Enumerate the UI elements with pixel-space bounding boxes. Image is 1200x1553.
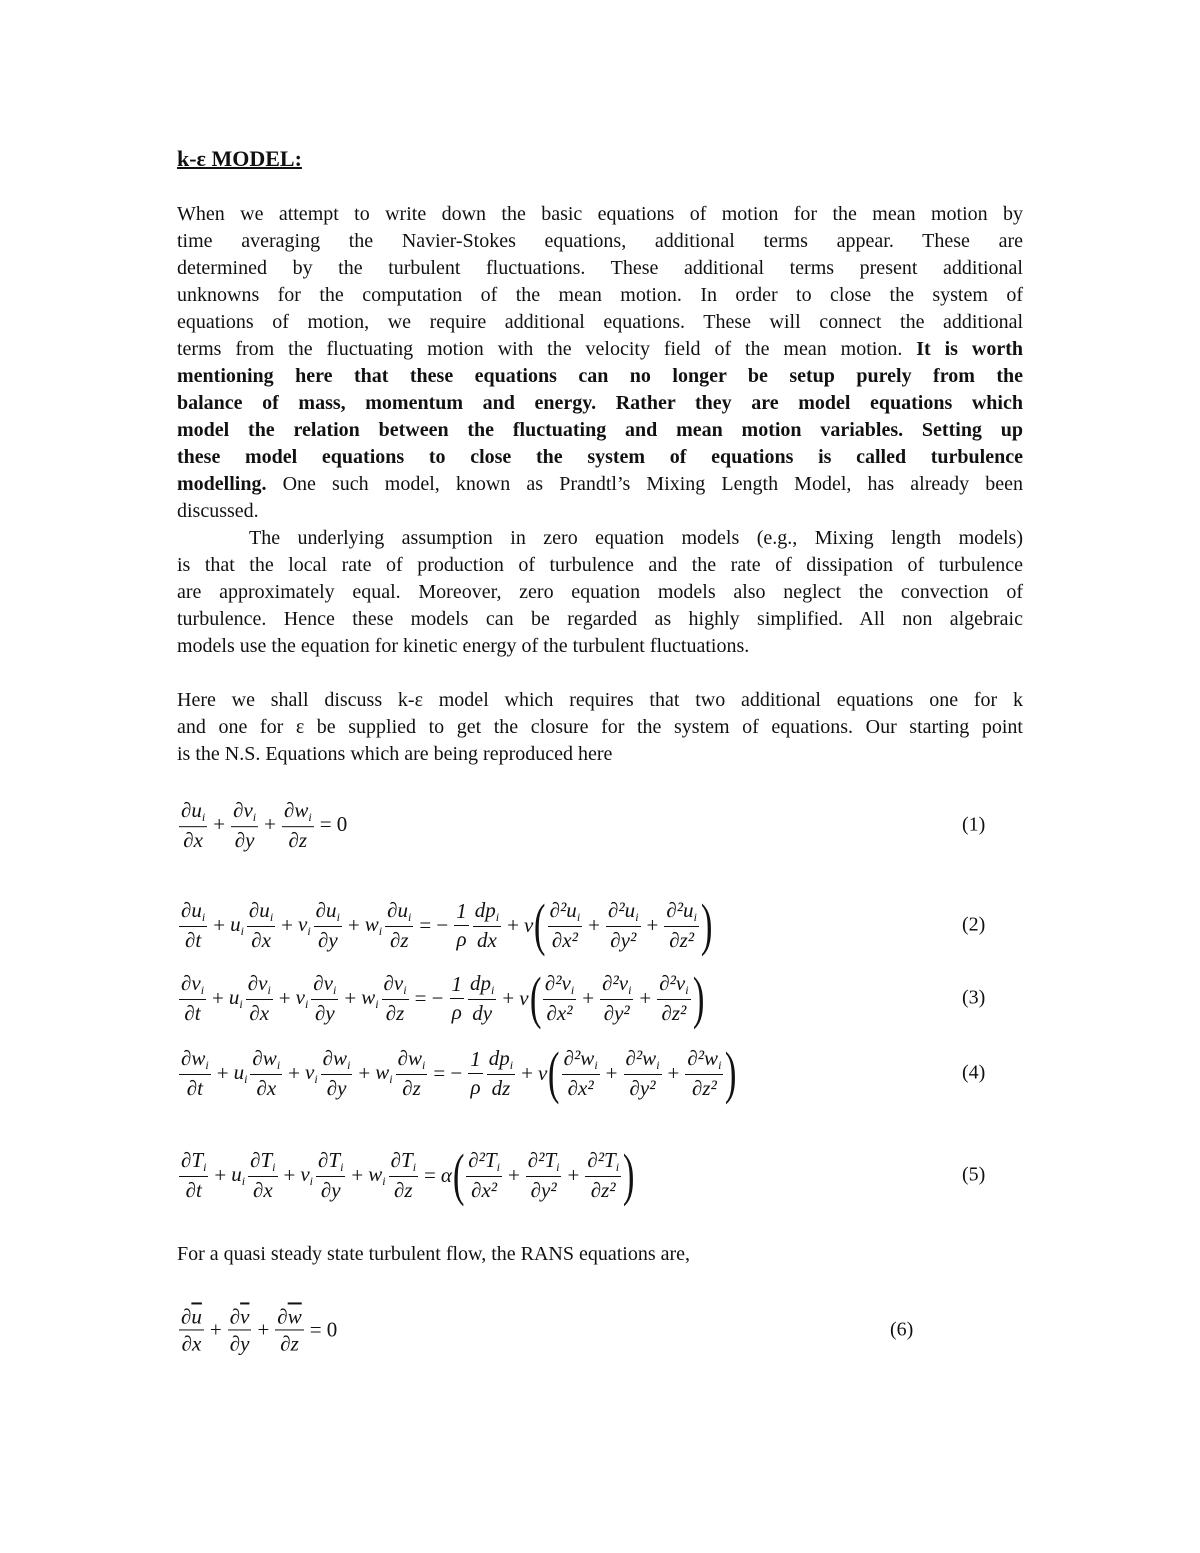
fraction [385,899,413,951]
text-span: unknowns for the computation of the mean motion. In order to close the system of [177,284,1023,306]
numerator: $\partial T_i$ [179,1149,208,1177]
numerator: 1 [468,1048,483,1073]
numerator: $\partial v_i$ [179,972,206,1000]
subscript: i [693,910,697,925]
subscript: i [615,1160,620,1175]
subscript: i [576,910,581,925]
math-operator: + [216,1060,229,1085]
subscript: i [201,910,206,925]
subscript: i [389,1071,393,1086]
numerator: 1 [450,973,465,998]
fraction [179,1305,204,1354]
math-operator: + [281,912,293,937]
fraction [624,1047,662,1099]
fraction [664,899,699,951]
numerator: $\partial^2v_i$ [657,972,690,1000]
denominator: ∂z [389,927,409,952]
rans-intro-text: For a quasi steady state turbulent flow, the RANS equations are, [177,1243,691,1265]
text-line [177,228,1023,255]
math-operator: + [257,1317,270,1342]
math-operator: + [358,1060,371,1085]
denominator: ρ [451,999,462,1024]
overlined-variable: $\overline{u}$ [191,1304,202,1329]
denominator: ∂x² [471,1177,498,1202]
math-variable: ν [537,1060,548,1085]
bold-text: mentioning here that these equations can no longer be setup purely from the [177,365,1023,387]
fraction [179,899,207,951]
paragraph [177,201,1023,525]
bold-text: these model equations to close the system of equations is called turbulence [177,446,1023,468]
fraction [389,1149,418,1201]
text-line [177,309,1023,336]
fraction [606,899,641,951]
numerator: $\partial w_i$ [321,1047,353,1075]
math-variable: $u_i$ [228,984,243,1011]
subscript: i [656,1058,660,1073]
fraction [562,1047,600,1099]
numerator: $\partial^2w_i$ [624,1047,662,1075]
subscript: i [201,810,206,825]
subscript: i [378,923,383,938]
subscript: i [509,1058,514,1073]
fraction [548,899,583,951]
text-line [177,336,1023,363]
numerator: $\partial^2u_i$ [548,899,583,927]
fraction [316,1149,345,1201]
math-paren: ) [692,965,705,1030]
denominator: ∂z [394,1177,413,1202]
math-operator: + [646,912,659,937]
subscript: i [635,910,639,925]
fraction [247,899,275,951]
subscript: i [594,1058,598,1073]
denominator: ∂t [184,1000,201,1025]
subscript: i [272,1160,276,1175]
math-paren: ) [725,1040,737,1105]
math-operator: + [212,985,224,1010]
equation-number: (3) [962,986,986,1009]
numerator: $\partial^2u_i$ [606,899,641,927]
subscript: i [203,1160,207,1175]
text-line [177,390,1023,417]
denominator: ∂x [256,1075,277,1100]
fraction [248,1149,277,1201]
paragraph [177,525,1023,660]
math-operator: + [264,812,276,837]
subscript: i [276,1058,281,1073]
subscript: i [205,1058,209,1073]
denominator: ∂z² [661,1000,687,1025]
subscript: i [408,910,412,925]
fraction [600,972,633,1024]
numerator: $\partial T_i$ [248,1149,277,1177]
fraction [246,972,273,1024]
text-line [177,579,1023,606]
text-span: terms from the fluctuating motion with the velocity field of the mean motion. [177,338,917,360]
subscript: i [412,1160,417,1175]
fraction [228,1305,252,1354]
overlined-variable: $\overline{v}$ [240,1304,250,1329]
subscript: i [403,983,407,998]
denominator: ∂x [183,827,203,852]
subscript: i [347,1058,351,1073]
subscript: i [495,910,500,925]
numerator: $\partial u_i$ [385,899,413,927]
math-operator: + [582,985,595,1010]
fraction [526,1149,562,1201]
math-operator: = 0 [319,812,348,837]
text-span: Here we shall discuss k-ε model which requires that two additional equations one for k [177,689,1023,711]
denominator: ∂y [320,1177,341,1202]
denominator: ∂x² [546,1000,573,1025]
math-variable: $v_i$ [300,1161,314,1188]
subscript: i [336,910,340,925]
fraction [468,972,496,1024]
fraction [250,1047,282,1099]
numerator: $\partial w_i$ [282,799,314,827]
numerator: $\partial^2w_i$ [685,1047,723,1075]
bold-text: It is worth [916,338,1023,360]
numerator: $\partial u_i$ [247,899,275,927]
subscript: i [269,910,274,925]
text-line [177,633,1023,660]
denominator: ∂y [317,927,338,952]
numerator: $\partial^2u_i$ [664,899,699,927]
blank-line [177,660,1023,687]
math-operator: = − [433,1060,463,1085]
math-operator: = 0 [309,1317,338,1342]
text-span: models use the equation for kinetic energy of the turbulent fluctuations. [177,635,750,657]
subscript: i [375,996,379,1011]
subscript: i [252,810,257,825]
denominator: ∂t [185,1177,202,1202]
denominator: ∂x² [551,927,578,952]
fraction [487,1047,515,1099]
math-paren: ( [534,892,546,957]
numerator: $\partial v_i$ [246,972,273,1000]
text-span: When we attempt to write down the basic equations of motion for the mean motion by [177,203,1023,225]
text-span: The underlying assumption in zero equation models (e.g., Mixing length models) [249,527,1023,549]
denominator: ∂z [280,1331,299,1356]
denominator: ∂x [251,927,271,952]
numerator: $\partial^2T_i$ [585,1149,621,1177]
text-span: and one for ε be supplied to get the closure for the system of equations. Our starting point [177,716,1023,738]
text-line [177,714,1023,741]
text-span: equations of motion, we require additional equations. These will connect the additional [177,311,1023,333]
text-line [177,552,1023,579]
numerator: $dp_i$ [473,899,501,927]
math-operator: + [521,1060,533,1085]
fraction [311,972,338,1024]
bold-text: balance of mass, momentum and energy. Rather they are model equations which [177,392,1023,414]
math-operator: + [288,1060,300,1085]
math-paren: ) [622,1142,635,1207]
equation-number: (1) [962,813,986,836]
math-operator: + [278,985,291,1010]
subscript: i [200,983,205,998]
subscript: i [491,983,495,998]
math-variable: $w_i$ [375,1059,393,1086]
denominator: ρ [456,926,467,951]
math-operator: + [209,1317,222,1342]
fraction [685,1047,723,1099]
math-variable: α [440,1162,452,1187]
equation-1 [177,799,351,851]
numerator: $dp_i$ [468,972,496,1000]
subscript: i [556,1160,560,1175]
math-variable: ν [519,985,529,1010]
math-operator: + [283,1162,296,1187]
fraction [466,1149,502,1201]
body-text [177,201,1023,768]
bold-text: modelling. [177,473,267,495]
math-operator: + [213,912,226,937]
fraction [382,972,409,1024]
equation-5 [177,1142,635,1207]
text-line [177,606,1023,633]
denominator: ∂y [326,1075,347,1100]
denominator: dx [477,927,497,952]
fraction [179,1149,208,1201]
equation-number: (4) [962,1061,986,1084]
math-operator: + [502,985,515,1010]
equation-number: (5) [962,1163,986,1186]
math-operator: = [424,1162,436,1187]
numerator: $\partial T_i$ [316,1149,345,1177]
denominator: ∂z² [691,1075,717,1100]
denominator: ∂t [185,927,202,952]
denominator: ∂x [249,1000,270,1025]
text-line [177,471,1023,498]
subscript: i [308,810,312,825]
fraction [179,799,207,851]
numerator: $\partial^2T_i$ [466,1149,502,1177]
fraction [454,900,469,949]
subscript: i [307,923,311,938]
math-operator: + [344,985,357,1010]
numerator: $\partial u_i$ [314,899,342,927]
fraction [282,799,314,851]
denominator: ρ [470,1074,481,1099]
math-operator: + [567,1162,580,1187]
equation-number: (2) [962,913,986,936]
text-span: is that the local rate of production of turbulence and the rate of dissipation of turbulence [177,554,1023,576]
math-operator: + [351,1162,364,1187]
denominator: ∂y [314,1000,335,1025]
numerator: $\partial^2w_i$ [562,1047,600,1075]
equation-number: (6) [890,1318,914,1341]
fraction [396,1047,428,1099]
numerator: 1 [454,900,469,925]
text-line [177,525,1023,552]
equation-4 [177,1040,737,1105]
denominator: ∂z [385,1000,405,1025]
subscript: i [244,1071,248,1086]
text-line [177,282,1023,309]
numerator: $\partial w_i$ [179,1047,211,1075]
fraction [275,1305,303,1354]
math-operator: + [639,985,652,1010]
text-span: determined by the turbulent fluctuations. These additional terms present additional [177,257,1023,279]
text-span: turbulence. Hence these models can be regarded as highly simplified. All non algebraic [177,608,1023,630]
math-operator: + [588,912,600,937]
bold-text: model the relation between the fluctuating and mean motion variables. Setting up [177,419,1023,441]
subscript: i [685,983,689,998]
text-span: discussed. [177,500,259,522]
subscript: i [314,1071,318,1086]
text-span: is the N.S. Equations which are being reproduced here [177,743,613,765]
fraction [179,1047,211,1099]
subscript: i [340,1160,344,1175]
numerator: $\partial T_i$ [389,1149,418,1177]
math-variable: $w_i$ [361,984,379,1011]
numerator: $\partial v_i$ [311,972,338,1000]
denominator: ∂z [288,827,308,852]
numerator: $\partial^2v_i$ [543,972,576,1000]
denominator: ∂y² [530,1177,557,1202]
fraction [450,973,465,1022]
math-paren: ( [548,1040,560,1105]
math-paren: ( [529,965,542,1030]
equation-6 [177,1305,341,1354]
denominator: ∂y [234,827,255,852]
denominator: ∂z² [590,1177,616,1202]
subscript: i [333,983,337,998]
math-operator: + [213,812,226,837]
text-line [177,255,1023,282]
math-operator: + [347,912,360,937]
denominator: ∂x² [567,1075,594,1100]
math-operator: + [507,1162,520,1187]
text-span: are approximately equal. Moreover, zero equation models also neglect the convection of [177,581,1023,603]
math-operator: = − [414,985,444,1010]
subscript: i [241,1173,246,1188]
math-variable: $v_i$ [305,1059,318,1086]
math-variable: $v_i$ [295,984,309,1011]
denominator: ∂y [229,1331,250,1356]
fraction [321,1047,353,1099]
fraction [585,1149,621,1201]
numerator: $\partial\overline{v}$ [228,1305,252,1330]
math-operator: + [214,1162,227,1187]
subscript: i [267,983,271,998]
fraction [657,972,690,1024]
math-paren: ) [700,892,713,957]
math-operator: + [667,1060,680,1085]
math-variable: $u_i$ [230,911,244,938]
numerator: $\partial\overline{w}$ [275,1305,303,1330]
text-line [177,417,1023,444]
text-span: One such model, known as Prandtl’s Mixing Length Model, has already been [266,473,1023,495]
fraction [473,899,501,951]
denominator: dz [491,1075,511,1100]
subscript: i [304,996,309,1011]
denominator: ∂x [181,1331,202,1356]
denominator: ∂x [252,1177,273,1202]
denominator: ∂y² [610,927,637,952]
math-operator: + [605,1060,618,1085]
denominator: ∂y² [603,1000,630,1025]
math-operator: = − [419,912,449,937]
math-variable: $u_i$ [233,1059,248,1086]
section-title: k-ε MODEL: [177,146,302,171]
fraction [468,1048,483,1097]
text-span: time averaging the Navier-Stokes equations, additional terms appear. These are [177,230,1023,252]
numerator: $\partial^2v_i$ [600,972,633,1000]
text-line [177,201,1023,228]
math-operator: + [507,912,519,937]
numerator: $\partial u_i$ [179,899,207,927]
math-variable: $u_i$ [231,1161,246,1188]
text-line [177,687,1023,714]
math-variable: $w_i$ [368,1161,386,1188]
numerator: $\partial w_i$ [250,1047,282,1075]
denominator: ∂z [402,1075,421,1100]
equation-3 [177,965,705,1030]
math-variable: $w_i$ [364,911,383,938]
subscript: i [718,1058,722,1073]
numerator: $dp_i$ [487,1047,515,1075]
subscript: i [240,923,244,938]
numerator: $\partial w_i$ [396,1047,428,1075]
fraction [231,799,258,851]
paragraph [177,687,1023,768]
denominator: ∂z² [669,927,695,952]
subscript: i [628,983,632,998]
equation-2 [177,892,713,957]
numerator: $\partial v_i$ [231,799,258,827]
overlined-variable: $\overline{w}$ [287,1304,302,1329]
math-variable: $v_i$ [298,911,311,938]
text-line [177,444,1023,471]
numerator: $\partial\overline{u}$ [179,1305,204,1330]
fraction [179,972,206,1024]
math-paren: ( [452,1142,465,1207]
subscript: i [496,1160,500,1175]
text-line [177,498,1023,525]
math-variable: ν [523,912,534,937]
text-line [177,363,1023,390]
subscript: i [239,996,243,1011]
numerator: $\partial^2T_i$ [526,1149,562,1177]
fraction [543,972,576,1024]
denominator: ∂y² [629,1075,656,1100]
denominator: dy [472,1000,493,1025]
fraction [314,899,342,951]
subscript: i [382,1173,386,1188]
subscript: i [570,983,575,998]
numerator: $\partial u_i$ [179,799,207,827]
subscript: i [422,1058,426,1073]
numerator: $\partial v_i$ [382,972,409,1000]
denominator: ∂t [186,1075,203,1100]
subscript: i [309,1173,314,1188]
text-line [177,741,1023,768]
